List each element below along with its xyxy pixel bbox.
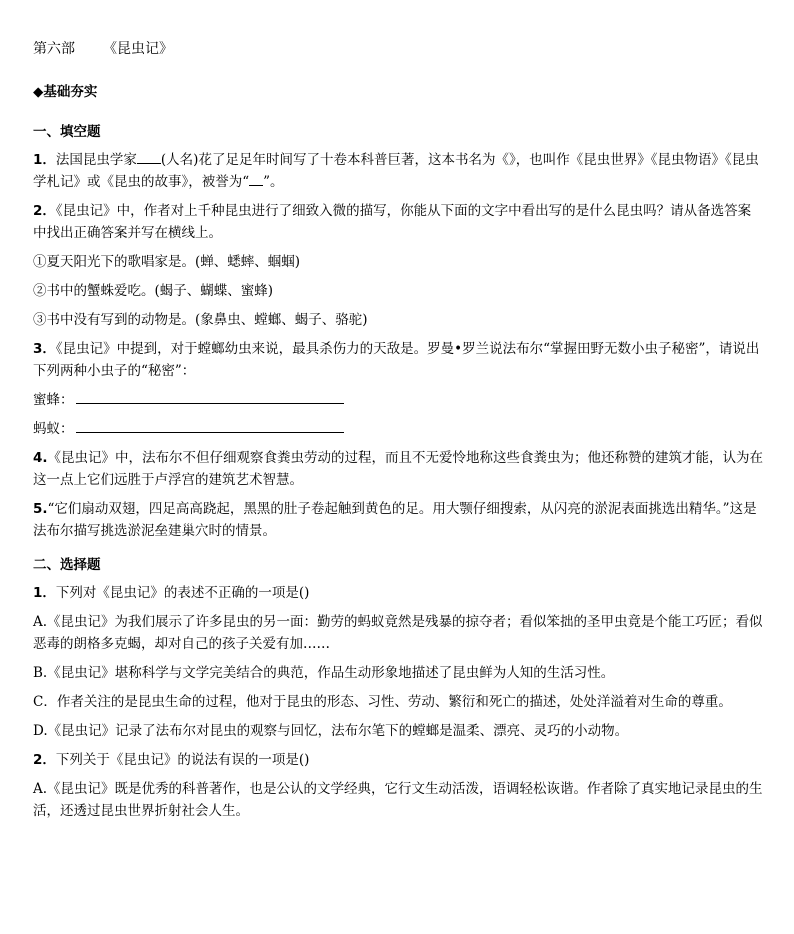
question-number: 5. [33, 501, 48, 517]
option-a[interactable]: A.《昆虫记》既是优秀的科普著作，也是公认的文学经典，它行文生动活泼，语调轻松诙谐。作者除了真实地记录昆虫的生活，还透过昆虫世界折射社会人生。 [33, 781, 763, 819]
question-text: 法国昆虫学家 [55, 152, 137, 168]
question-number: 3． [33, 341, 56, 357]
answer-line-bee[interactable] [76, 403, 344, 404]
question-number: 1． [33, 585, 56, 601]
chapter-part: 第六部 [33, 41, 75, 57]
question-text: 《昆虫记》中，作者对上千种昆虫进行了细致入微的描写，你能从下面的文字中看出写的是什么昆虫吗？请从备选答案中找出正确答案并写在横线上。 [33, 203, 752, 241]
question-1-2-item: ③书中没有写到的动物是。(象鼻虫、螳螂、蝎子、骆驼) [33, 312, 368, 328]
fill-row-ant [33, 418, 764, 440]
fill-row-bee [33, 389, 764, 411]
chapter-title [33, 38, 764, 60]
question-text: “它们扇动双翅，四足高高跷起，黑黑的肚子卷起触到黄色的足。用大颚仔细搜索，从闪亮的淤泥表面挑选出精华。”这是法布尔描写挑选淤泥垒建巢穴时的情景。 [33, 501, 757, 539]
question-number: 2． [33, 752, 56, 768]
question-text: 《昆虫记》中，法布尔不但仔细观察食粪虫劳动的过程，而且不无爱怜地称这些食粪虫为；他还称赞的建筑才能，认为在这一点上它们远胜于卢浮宫的建筑艺术智慧。 [33, 450, 764, 488]
fill-label-bee: 蜜蜂： [33, 392, 74, 408]
option-a[interactable]: A.《昆虫记》为我们展示了许多昆虫的另一面：勤劳的蚂蚁竟然是残暴的掠夺者；看似笨拙的圣甲虫竟是个能工巧匠；看似恶毒的朗格多克蝎，却对自己的孩子关爱有加…… [33, 614, 763, 652]
question-text: ”。 [263, 174, 284, 190]
question-1-1 [33, 149, 764, 193]
question-2-1 [33, 582, 764, 604]
subhead-basics: ◆基础夯实 [33, 84, 98, 100]
question-text: (人名)花了足足年时间写了十卷本科普巨著，这本书名为《》，也叫作《昆虫世界》《昆虫物语》《昆虫学札记》或《昆虫的故事》，被誉为“ [33, 152, 759, 190]
question-number: 4. [33, 450, 48, 466]
answer-blank[interactable] [249, 185, 263, 186]
question-1-2-item: ①夏天阳光下的歌唱家是。(蝉、蟋蟀、蝈蝈) [33, 254, 301, 270]
question-1-2-item: ②书中的蟹蛛爱吃。(蝎子、蝴蝶、蜜蜂) [33, 283, 274, 299]
question-1-3 [33, 338, 764, 382]
chapter-book: 《昆虫记》 [103, 41, 173, 57]
fill-label-ant: 蚂蚁： [33, 421, 74, 437]
option-c[interactable]: C．作者关注的是昆虫生命的过程，他对于昆虫的形态、习性、劳动、繁衍和死亡的描述，处处洋溢着对生命的尊重。 [33, 694, 732, 710]
section-fill-in-title: 一、填空题 [33, 124, 101, 140]
question-1-2 [33, 200, 764, 244]
option-d[interactable]: D.《昆虫记》记录了法布尔对昆虫的观察与回忆，法布尔笔下的螳螂是温柔、漂亮、灵巧的小动物。 [33, 723, 629, 739]
answer-line-ant[interactable] [76, 432, 344, 433]
question-number: 1． [33, 152, 56, 168]
option-b[interactable]: B.《昆虫记》堪称科学与文学完美结合的典范，作品生动形象地描述了昆虫鲜为人知的生活习性。 [33, 665, 615, 681]
question-text: 下列关于《昆虫记》的说法有误的一项是() [55, 752, 310, 768]
question-1-4 [33, 447, 764, 491]
question-text: 《昆虫记》中提到，对于螳螂幼虫来说，最具杀伤力的天敌是。罗曼•罗兰说法布尔“掌握田野无数小虫子秘密”，请说出下列两种小虫子的“秘密”： [33, 341, 760, 379]
question-1-5 [33, 498, 764, 542]
answer-blank[interactable] [137, 163, 161, 164]
question-text: 下列对《昆虫记》的表述不正确的一项是() [55, 585, 310, 601]
question-number: 2． [33, 203, 56, 219]
question-2-2 [33, 749, 764, 771]
section-choice-title: 二、选择题 [33, 557, 101, 573]
